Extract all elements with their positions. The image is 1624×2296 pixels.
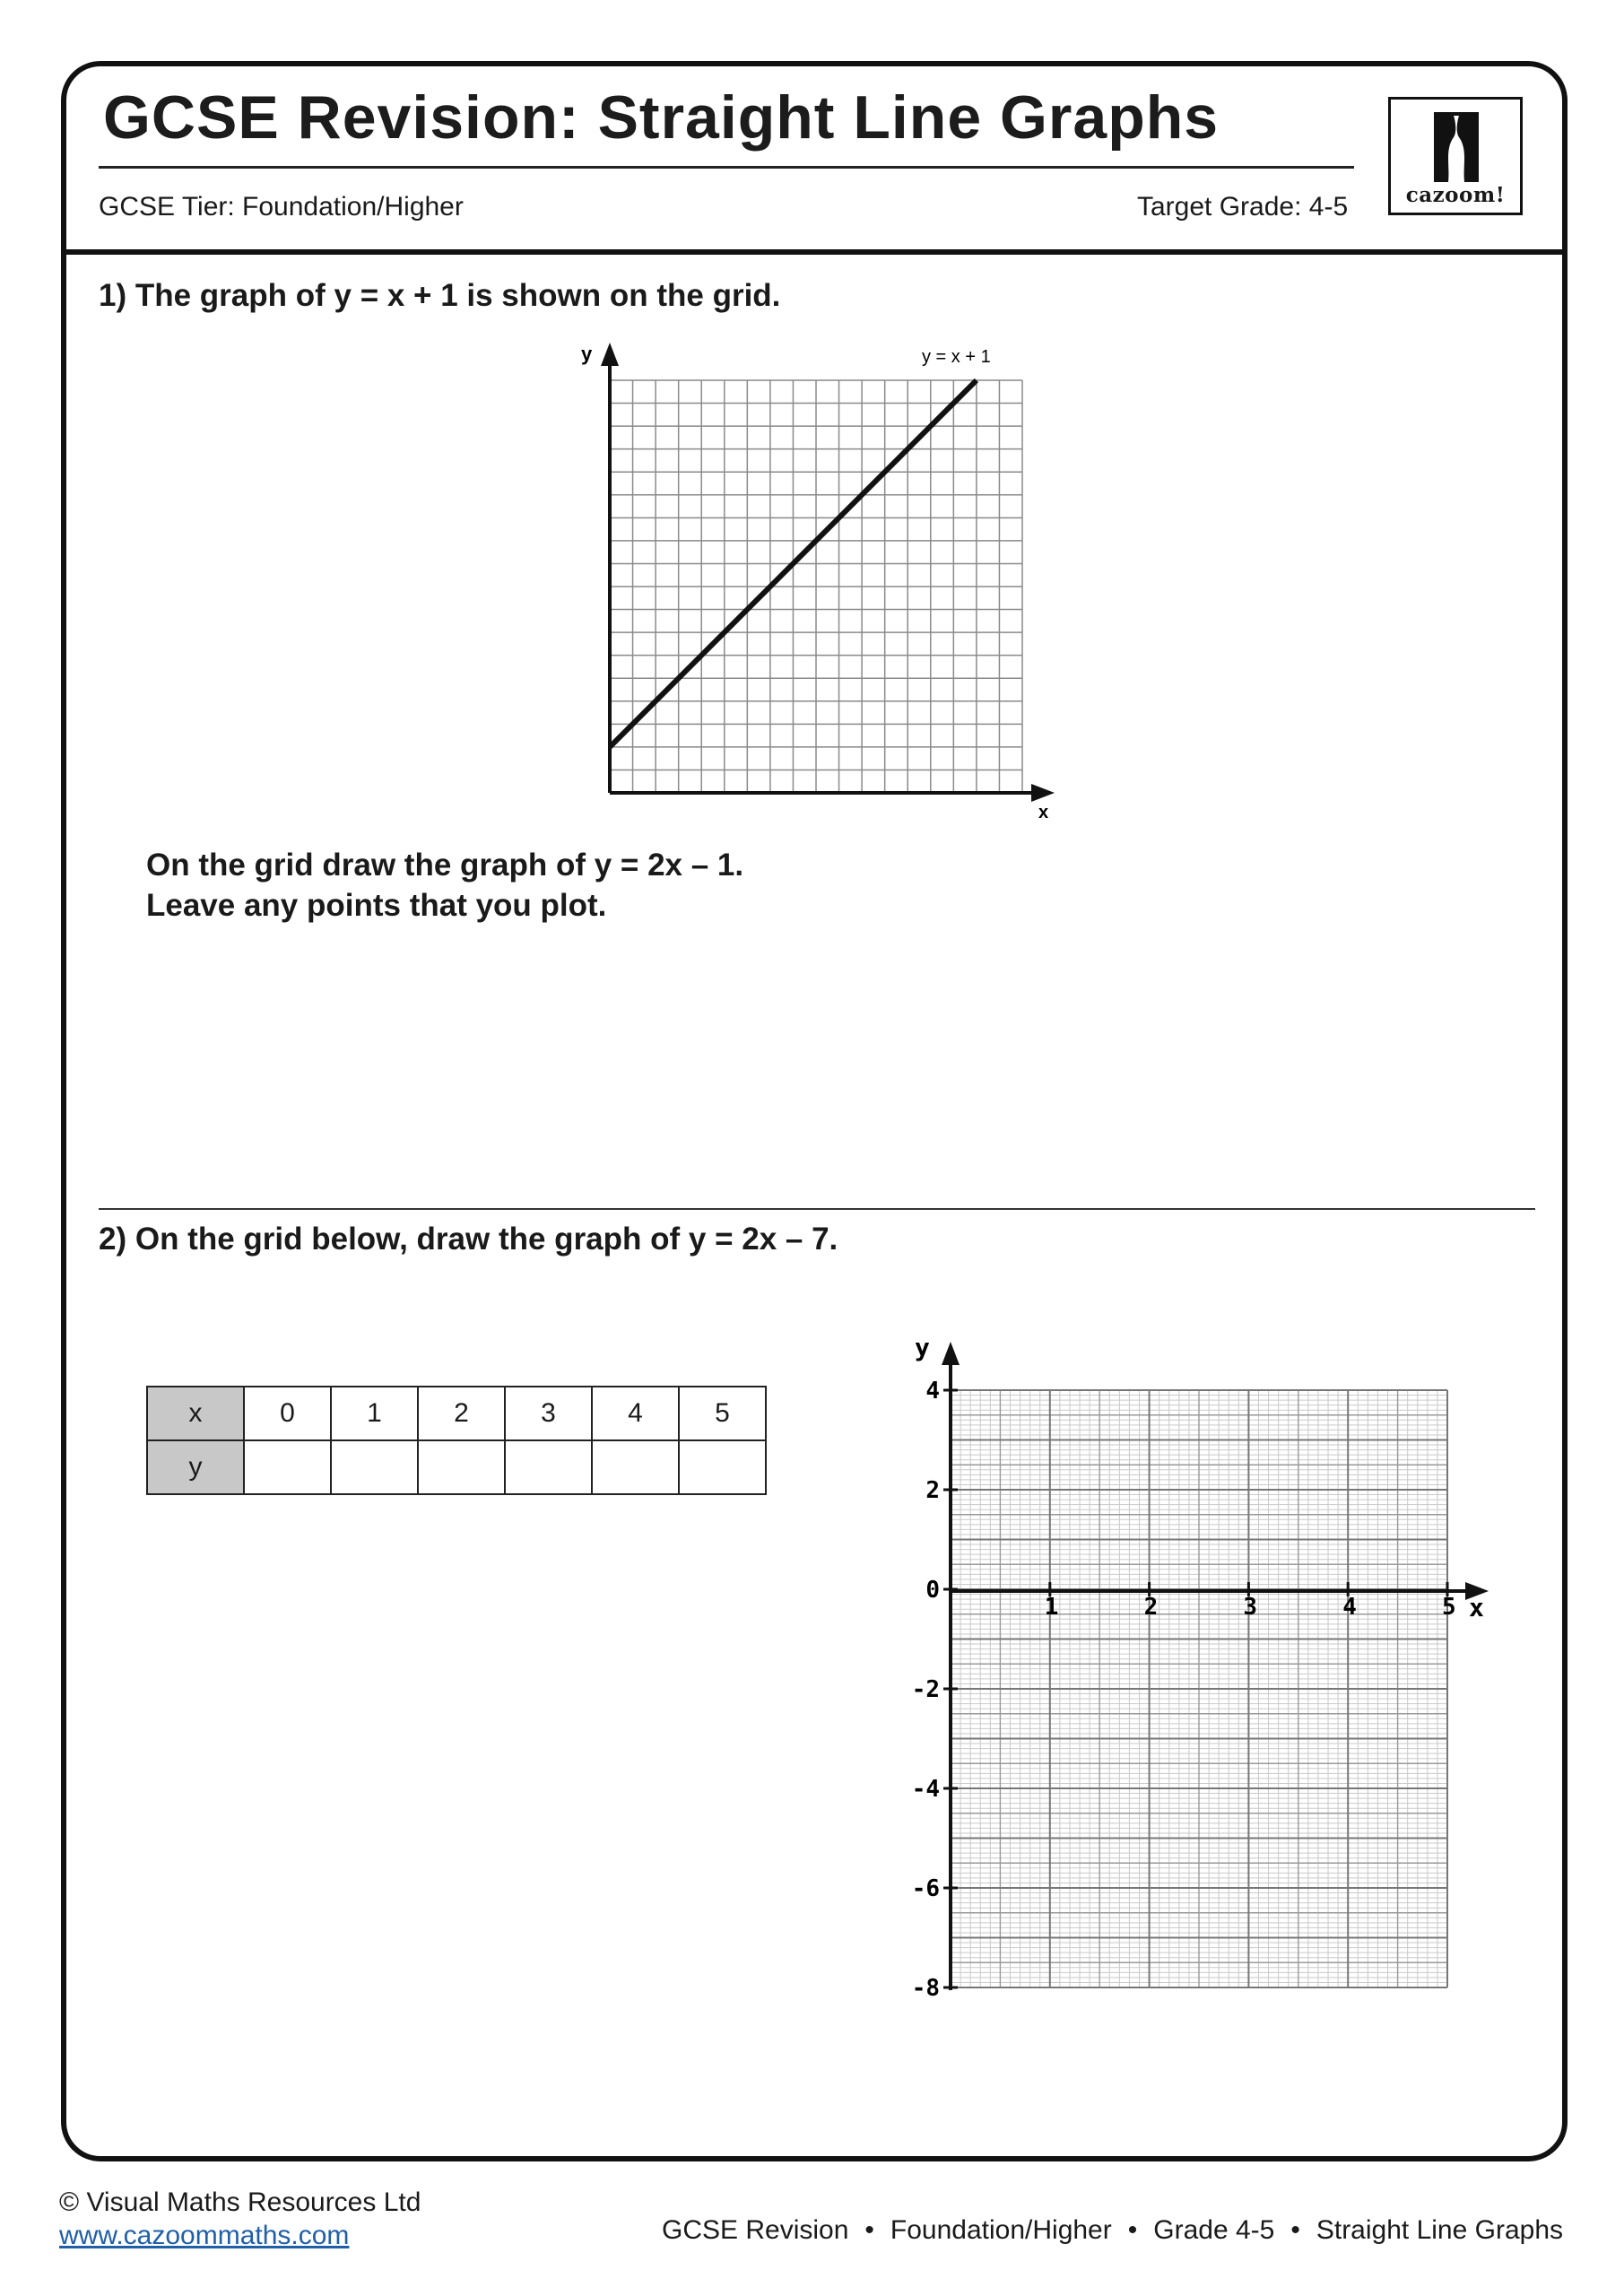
q2-y-tick-label: 4: [925, 1378, 940, 1405]
website-link[interactable]: www.cazoommaths.com: [59, 2221, 350, 2250]
q1-y-label: y: [581, 343, 593, 365]
q1-x-label: x: [1038, 803, 1049, 822]
bullet-icon: •: [1290, 2215, 1300, 2245]
x-value-cell: 4: [592, 1387, 679, 1440]
cazoom-logo: [1388, 97, 1523, 215]
target-grade-label: Target Grade: 4-5: [1137, 192, 1349, 222]
q2-x-tick-labels: [1045, 1582, 1456, 1621]
q2-y-tick-label: 2: [925, 1477, 940, 1504]
tier-label: GCSE Tier: Foundation/Higher: [99, 192, 464, 222]
q1-line-label: y = x + 1: [922, 347, 991, 367]
y-answer-cell[interactable]: [418, 1440, 505, 1494]
page-title: GCSE Revision: Straight Line Graphs: [103, 83, 1220, 152]
y-answer-cell[interactable]: [331, 1440, 418, 1494]
bullet-icon: •: [864, 2215, 874, 2245]
q2-y-tick-label: -8: [911, 1975, 940, 2002]
q2-graph[interactable]: [888, 1329, 1498, 2011]
logo-text: cazoom!: [1405, 183, 1506, 207]
q1-x-arrow-icon: [1031, 784, 1055, 802]
copyright: © Visual Maths Resources Ltd: [59, 2187, 421, 2217]
footer-item: GCSE Revision: [661, 2215, 849, 2245]
bullet-icon: •: [1127, 2215, 1138, 2245]
y-row: [147, 1440, 766, 1494]
q2-y-tick-label: -4: [911, 1776, 940, 1803]
q2-y-tick-label: 0: [925, 1577, 940, 1604]
y-answer-cell[interactable]: [679, 1440, 766, 1494]
q1-instruction-line-1: On the grid draw the graph of y = 2x – 1.: [146, 848, 744, 883]
q2-x-tick-label: 2: [1143, 1594, 1159, 1621]
x-value-cell: 2: [418, 1387, 505, 1440]
table-of-values: [146, 1386, 767, 1495]
q2-x-label: x: [1469, 1593, 1484, 1622]
q2-y-label: y: [915, 1333, 930, 1362]
q2-x-tick-label: 1: [1044, 1594, 1059, 1621]
y-answer-cell[interactable]: [244, 1440, 331, 1494]
q1-graph[interactable]: [565, 339, 1067, 823]
q2-y-tick-label: -6: [911, 1875, 940, 1902]
q2-x-tick-label: 4: [1342, 1594, 1357, 1621]
footer-item: Grade 4-5: [1153, 2215, 1275, 2245]
y-answer-cell[interactable]: [505, 1440, 592, 1494]
x-value-cell: 3: [505, 1387, 592, 1440]
x-value-cell: 0: [244, 1387, 331, 1440]
question-1-instructions: [146, 845, 743, 926]
question-2-prompt: 2) On the grid below, draw the graph of y = 2x – 7.: [99, 1222, 838, 1257]
footer-item: Straight Line Graphs: [1316, 2215, 1563, 2245]
title-rule: [99, 166, 1354, 169]
question-separator: [99, 1208, 1535, 1210]
footer-breadcrumb: [662, 2215, 1563, 2246]
q2-y-arrow-icon: [942, 1342, 960, 1365]
header-rule: [61, 249, 1568, 255]
q2-y-tick-label: -2: [911, 1676, 940, 1703]
x-value-cell: 1: [331, 1387, 418, 1440]
x-row: [147, 1387, 766, 1440]
x-header-cell: x: [147, 1387, 244, 1440]
q1-y-arrow-icon: [601, 343, 619, 366]
y-header-cell: y: [147, 1440, 244, 1494]
q2-x-tick-label: 3: [1243, 1594, 1258, 1621]
q1-grid: [610, 380, 1022, 793]
footer-item: Foundation/Higher: [890, 2215, 1112, 2245]
q2-x-tick-label: 5: [1442, 1594, 1456, 1621]
logo-glyph-icon: [1432, 112, 1481, 182]
q1-instruction-line-2: Leave any points that you plot.: [146, 888, 607, 923]
x-value-cell: 5: [679, 1387, 766, 1440]
y-answer-cell[interactable]: [592, 1440, 679, 1494]
question-1-prompt: 1) The graph of y = x + 1 is shown on the grid.: [99, 278, 781, 313]
